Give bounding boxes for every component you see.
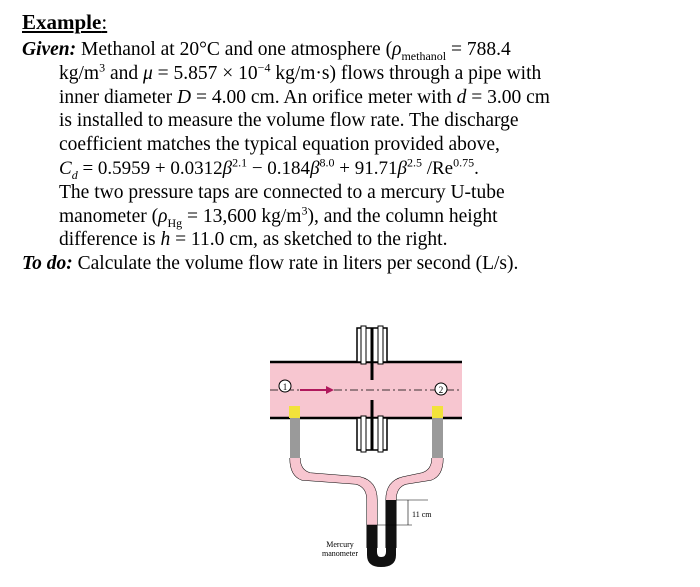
given-line-5: coefficient matches the typical equation provided above,: [59, 134, 500, 156]
manometer-label-line1: Mercury: [326, 540, 354, 549]
upper-flange: [357, 326, 387, 364]
given-label: Given:: [22, 39, 77, 60]
manometer-label-line2: manometer: [322, 549, 358, 558]
example-heading: Example:: [22, 10, 108, 34]
height-label: 11 cm: [412, 510, 432, 519]
discharge-coefficient-equation: $C_d = 0.5959 + 0.0312\beta^{2.1} - 0.184\beta^{8.0} + 91.71\beta^{2.5}$ $/Re^{0.75}$.: [59, 155, 479, 182]
lower-flange: [357, 416, 387, 452]
todo-label: To do:: [22, 253, 73, 275]
given-line-2: $kg/m^3$ and $\mu = 5.857 \times 10^{-4}$ kg/m·s) flows through a pipe with: [59, 60, 542, 84]
point-1-label: 1: [282, 382, 288, 392]
pressure-tap-1: [289, 406, 300, 418]
given-line-7: manometer ($\rho_{Hg} = 13,600$ $kg/m^3$), and the column height: [59, 203, 498, 230]
given-line-1: Given: Methanol at 20°C and one atmosphere ($\rho_{methanol} = 788.4$: [22, 39, 511, 63]
point-2-label: 2: [438, 385, 444, 395]
given-line-4: is installed to measure the volume flow rate. The discharge: [59, 110, 519, 132]
given-line-6: The two pressure taps are connected to a mercury U-tube: [59, 181, 505, 203]
pressure-tap-2: [432, 406, 443, 418]
given-line-3: inner diameter D = 4.00 cm. An orifice meter with d = 3.00 cm: [59, 86, 550, 108]
todo-line: To do: Calculate the volume flow rate in liters per second (L/s).: [22, 253, 519, 275]
given-line-8: difference is h = 11.0 cm, as sketched to the right.: [59, 229, 448, 251]
